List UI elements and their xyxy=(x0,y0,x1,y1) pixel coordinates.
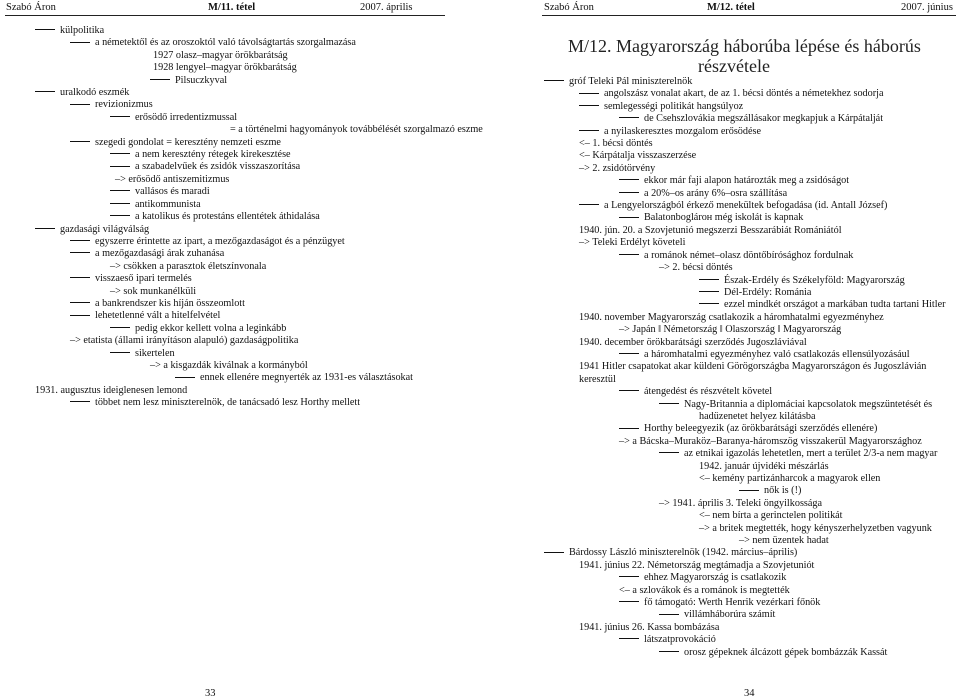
outline-line xyxy=(544,175,945,187)
outline-line xyxy=(544,225,945,237)
dash-bullet xyxy=(110,166,130,167)
outline-text: <– kemény partizánharcok a magyarok ellen xyxy=(699,473,881,484)
dash-bullet xyxy=(110,190,130,191)
outline-line xyxy=(35,199,483,211)
dash-bullet xyxy=(70,277,90,278)
outline-line xyxy=(544,275,945,287)
dash-bullet xyxy=(659,651,679,652)
outline-line xyxy=(35,149,483,161)
outline-text: –> Teleki Erdélyt követeli xyxy=(579,237,686,249)
outline-line xyxy=(544,76,945,88)
outline-line xyxy=(544,585,945,597)
dash-bullet xyxy=(110,215,130,216)
outline-line xyxy=(35,286,483,298)
page-number: 34 xyxy=(744,688,755,699)
outline-line xyxy=(544,299,945,311)
outline-line xyxy=(544,485,945,497)
dash-bullet xyxy=(619,576,639,577)
outline-line xyxy=(544,237,945,249)
outline-text: 1941. június 26. Kassa bombázása xyxy=(579,621,720,633)
outline-text: vallásos és maradi xyxy=(135,186,210,198)
dash-bullet xyxy=(110,352,130,353)
outline-line xyxy=(544,138,945,150)
outline-text: uralkodó eszmék xyxy=(60,87,130,99)
outline-line xyxy=(544,188,945,200)
outline-text: –> nem üzentek hadat xyxy=(739,535,829,547)
dash-bullet xyxy=(619,217,639,218)
dash-bullet xyxy=(699,291,719,292)
dash-bullet xyxy=(70,302,90,303)
outline-text: 1941. június 22. Németország megtámadja a Szovjetuniót xyxy=(579,559,815,571)
outline-line xyxy=(544,597,945,609)
dash-bullet xyxy=(739,490,759,491)
header-date: 2007. április xyxy=(360,2,413,13)
outline-text: Pilsuczkyval xyxy=(175,74,228,86)
outline-line xyxy=(35,174,483,186)
outline-text: antikommunista xyxy=(135,198,201,210)
outline-line xyxy=(544,163,945,175)
outline-line xyxy=(35,248,483,260)
outline-text: a nem keresztény rétegek kirekesztése xyxy=(135,149,291,161)
outline-line xyxy=(35,87,483,99)
dash-bullet xyxy=(110,153,130,154)
outline-text: –> Japán ‖ Németország ‖ Olaszország ‖ Magyarország xyxy=(619,324,842,336)
dash-bullet xyxy=(70,252,90,253)
dash-bullet xyxy=(619,601,639,602)
dash-bullet xyxy=(70,240,90,241)
outline-line xyxy=(35,37,483,49)
outline-text: külpolitika xyxy=(60,25,105,36)
outline-text: a bankrendszer kis híján összeomlott xyxy=(95,297,245,309)
dash-bullet xyxy=(110,327,130,328)
outline-text: Nagy-Britannia a diplomáciai kapcsolatok megszüntetését és xyxy=(684,398,933,410)
outline-text: Észak-Erdély és Székelyföld: Magyarország xyxy=(724,274,905,286)
outline-line xyxy=(35,62,483,74)
dash-bullet xyxy=(70,42,90,43)
section-title-line1: M/12. Magyarország háborúba lépése és háborús xyxy=(568,36,921,56)
dash-bullet xyxy=(70,315,90,316)
outline-text: a románok német–olasz döntőbírósághoz fordulnak xyxy=(644,249,854,261)
outline-line xyxy=(544,510,945,522)
outline-text: –> a britek megtették, hogy kényszerhelyzetben vagyunk xyxy=(699,522,932,534)
outline-line xyxy=(544,523,945,535)
dash-bullet xyxy=(619,638,639,639)
outline-text: fő támogató: Werth Henrik vezérkari főnök xyxy=(644,597,821,609)
outline-text: szegedi gondolat = keresztény nemzeti eszme xyxy=(95,136,281,148)
dash-bullet xyxy=(544,552,564,553)
right-page xyxy=(480,0,960,700)
outline-text: ehhez Magyarország is csatlakozik xyxy=(644,572,787,584)
header-rule xyxy=(5,15,445,16)
outline-line xyxy=(544,622,945,634)
outline-text: Balatonboglárон még iskolát is kapnak xyxy=(644,212,804,224)
dash-bullet xyxy=(619,179,639,180)
outline-text: visszaeső ipari termelés xyxy=(95,273,192,285)
outline-line xyxy=(544,423,945,435)
outline-text: gazdasági világválság xyxy=(60,223,150,235)
outline-text: <– 1. bécsi döntés xyxy=(579,138,653,150)
outline-line xyxy=(35,360,483,372)
dash-bullet xyxy=(579,130,599,131)
outline-line xyxy=(544,88,945,100)
outline-text: –> 1941. április 3. Teleki öngyilkossága xyxy=(659,497,823,509)
outline-line xyxy=(35,186,483,198)
outline-line xyxy=(544,126,945,138)
outline-text: hadüzenetet helyez kilátásba xyxy=(699,410,816,422)
outline-text: 1931. augusztus ideiglenesen lemond xyxy=(35,384,188,396)
outline-text: ekkor már faji alapon határozták meg a zsidóságot xyxy=(644,175,850,187)
dash-bullet xyxy=(619,428,639,429)
outline-text: a 20%–os arány 6%–osra szállítása xyxy=(644,187,788,199)
outline-line xyxy=(544,200,945,212)
outline-text: –> csökken a parasztok életszínvonala xyxy=(110,260,267,272)
dash-bullet xyxy=(544,80,564,81)
outline-text: a háromhatalmi egyezményhez való csatlakozás ellensúlyozásául xyxy=(644,348,910,360)
outline-text: 1941 Hitler csapatokat akar küldeni Görögországba Magyarországon és Jugoszlávián xyxy=(579,361,927,373)
outline-text: <– Kárpátalja visszaszerzése xyxy=(579,150,697,162)
dash-bullet xyxy=(659,403,679,404)
dash-bullet xyxy=(70,141,90,142)
outline-text: angolszász vonalat akart, de az 1. bécsi döntés a németekhez sodorja xyxy=(604,88,884,100)
outline-text: egyszerre érintette az ipart, a mezőgazdaságot és a pénzügyet xyxy=(95,235,345,247)
outline-line xyxy=(35,385,483,397)
outline-line xyxy=(544,461,945,473)
outline-line xyxy=(544,647,945,659)
dash-bullet xyxy=(579,105,599,106)
left-page-body xyxy=(35,25,483,410)
outline-line xyxy=(544,324,945,336)
dash-bullet xyxy=(175,377,195,378)
outline-text: = a történelmi hagyományok továbbélését szorgalmazó eszme xyxy=(230,124,483,136)
outline-line xyxy=(544,349,945,361)
outline-text: sikertelen xyxy=(135,347,175,359)
outline-line xyxy=(35,372,483,384)
section-title-line2: részvétele xyxy=(698,56,770,76)
outline-text: pedig ekkor kellett volna a leginkább xyxy=(135,322,287,334)
outline-text: ennek ellenére megnyerték az 1931-es választásokat xyxy=(200,372,413,384)
outline-line xyxy=(544,634,945,646)
outline-text: villámháborúra számít xyxy=(684,609,776,621)
dash-bullet xyxy=(659,614,679,615)
outline-text: semlegességi politikát hangsúlyoz xyxy=(604,100,744,112)
dash-bullet xyxy=(619,254,639,255)
outline-line xyxy=(544,287,945,299)
outline-text: –> etatista (állami irányításon alapuló) gazdaságpolitika xyxy=(70,335,299,347)
outline-text: a nyilaskeresztes mozgalom erősödése xyxy=(604,125,762,137)
outline-text: látszatprovokáció xyxy=(644,634,716,646)
header-author: Szabó Áron xyxy=(6,2,56,13)
outline-line xyxy=(544,374,945,386)
dash-bullet xyxy=(35,91,55,92)
section-title xyxy=(568,36,928,76)
outline-text: lehetetlenné vált a hitelfelvétel xyxy=(95,310,221,322)
outline-line xyxy=(544,386,945,398)
outline-line xyxy=(35,261,483,273)
outline-text: 1940. jún. 20. a Szovjetunió megszerzi Besszarábiát Romániától xyxy=(579,224,842,236)
outline-text: <– nem bírta a gerinctelen politikát xyxy=(699,510,843,522)
outline-line xyxy=(544,212,945,224)
outline-line xyxy=(544,337,945,349)
outline-text: –> 2. zsidótörvény xyxy=(579,162,656,174)
outline-line xyxy=(35,273,483,285)
dash-bullet xyxy=(110,203,130,204)
outline-line xyxy=(544,411,945,423)
dash-bullet xyxy=(70,104,90,105)
outline-line xyxy=(35,211,483,223)
outline-text: ezzel mindkét országot a markában tudta tartani Hitler xyxy=(724,299,946,311)
outline-text: revizionizmus xyxy=(95,99,153,111)
page-number: 33 xyxy=(205,688,216,699)
outline-line xyxy=(35,397,483,409)
outline-text: –> erősödő antiszemitizmus xyxy=(115,173,230,185)
outline-text: keresztül xyxy=(579,373,616,385)
outline-text: erősödő irredentizmussal xyxy=(135,111,238,123)
outline-line xyxy=(544,448,945,460)
dash-bullet xyxy=(579,204,599,205)
outline-line xyxy=(544,312,945,324)
outline-text: Dél-Erdély: Románia xyxy=(724,286,812,298)
outline-text: 1928 lengyel–magyar örökbarátság xyxy=(153,62,297,74)
outline-line xyxy=(544,250,945,262)
dash-bullet xyxy=(70,401,90,402)
outline-line xyxy=(35,124,483,136)
outline-text: orosz gépeknek álcázott gépek bombázzák Kassát xyxy=(684,646,888,658)
dash-bullet xyxy=(619,192,639,193)
dash-bullet xyxy=(35,29,55,30)
outline-text: a Lengyelországból érkező menekültek befogadása (id. Antall József) xyxy=(604,200,888,212)
outline-line xyxy=(35,99,483,111)
outline-text: gróf Teleki Pál miniszterelnök xyxy=(569,76,693,87)
outline-line xyxy=(35,224,483,236)
dash-bullet xyxy=(619,353,639,354)
header-author: Szabó Áron xyxy=(544,2,594,13)
outline-line xyxy=(35,112,483,124)
dash-bullet xyxy=(150,79,170,80)
header-date: 2007. június xyxy=(901,2,953,13)
outline-line xyxy=(544,473,945,485)
outline-line xyxy=(35,161,483,173)
outline-line xyxy=(35,298,483,310)
outline-line xyxy=(544,498,945,510)
outline-text: 1940. november Magyarország csatlakozik a háromhatalmi egyezményhez xyxy=(579,311,884,323)
dash-bullet xyxy=(110,116,130,117)
dash-bullet xyxy=(699,279,719,280)
outline-text: –> sok munkanélküli xyxy=(110,285,197,297)
right-page-header xyxy=(480,2,960,14)
outline-line xyxy=(544,436,945,448)
outline-line xyxy=(544,150,945,162)
dash-bullet xyxy=(35,228,55,229)
outline-text: a mezőgazdasági árak zuhanása xyxy=(95,248,225,260)
outline-text: –> a kisgazdák kiválnak a kormányból xyxy=(150,359,308,371)
outline-line xyxy=(35,236,483,248)
outline-text: átengedést és részvételt követel xyxy=(644,386,773,398)
outline-line xyxy=(35,323,483,335)
outline-line xyxy=(544,560,945,572)
dash-bullet xyxy=(659,452,679,453)
outline-line xyxy=(35,335,483,347)
outline-text: az etnikai igazolás lehetetlen, mert a terület 2/3-a nem magyar xyxy=(684,448,938,460)
left-page-header xyxy=(0,2,470,14)
outline-text: –> a Bácska–Muraköz–Baranya-háromszög visszakerül Magyarországhoz xyxy=(619,435,922,447)
outline-line xyxy=(35,310,483,322)
outline-text: <– a szlovákok és a románok is megtették xyxy=(619,584,790,596)
outline-text: a szabadelvűek és zsidók visszaszorítása xyxy=(135,161,301,173)
dash-bullet xyxy=(619,117,639,118)
outline-line xyxy=(544,572,945,584)
outline-line xyxy=(544,113,945,125)
outline-text: 1942. január újvidéki mészárlás xyxy=(699,460,829,472)
outline-line xyxy=(544,609,945,621)
outline-line xyxy=(544,547,945,559)
outline-line xyxy=(35,75,483,87)
dash-bullet xyxy=(619,390,639,391)
outline-text: a katolikus és protestáns ellentétek áthidalása xyxy=(135,211,320,223)
outline-line xyxy=(35,137,483,149)
dash-bullet xyxy=(579,93,599,94)
outline-line xyxy=(544,101,945,113)
outline-line xyxy=(544,535,945,547)
dash-bullet xyxy=(699,303,719,304)
outline-text: a németektől és az oroszoktól való távolságtartás szorgalmazása xyxy=(95,37,356,49)
header-rule xyxy=(542,15,956,16)
outline-text: Bárdossy László miniszterelnök (1942. március–április) xyxy=(569,547,798,559)
outline-line xyxy=(544,399,945,411)
outline-line xyxy=(544,361,945,373)
outline-text: de Csehszlovákia megszállásakor megkapjuk a Kárpátalját xyxy=(644,113,884,125)
outline-line xyxy=(35,25,483,37)
outline-text: 1940. december örökbarátsági szerződés Jugoszláviával xyxy=(579,336,807,348)
outline-line xyxy=(35,50,483,62)
outline-text: nők is (!) xyxy=(764,485,802,497)
outline-text: Horthy beleegyezik (az örökbarátsági szerződés ellenére) xyxy=(644,423,878,435)
outline-text: –> 2. bécsi döntés xyxy=(659,262,733,274)
outline-text: többet nem lesz miniszterelnök, de tanácsadó lesz Horthy mellett xyxy=(95,397,361,409)
right-page-body xyxy=(544,76,945,659)
outline-line xyxy=(544,262,945,274)
outline-text: 1927 olasz–magyar örökbarátság xyxy=(153,49,288,61)
outline-line xyxy=(35,348,483,360)
header-code: M/12. tétel xyxy=(707,2,755,13)
header-code: M/11. tétel xyxy=(208,2,256,13)
